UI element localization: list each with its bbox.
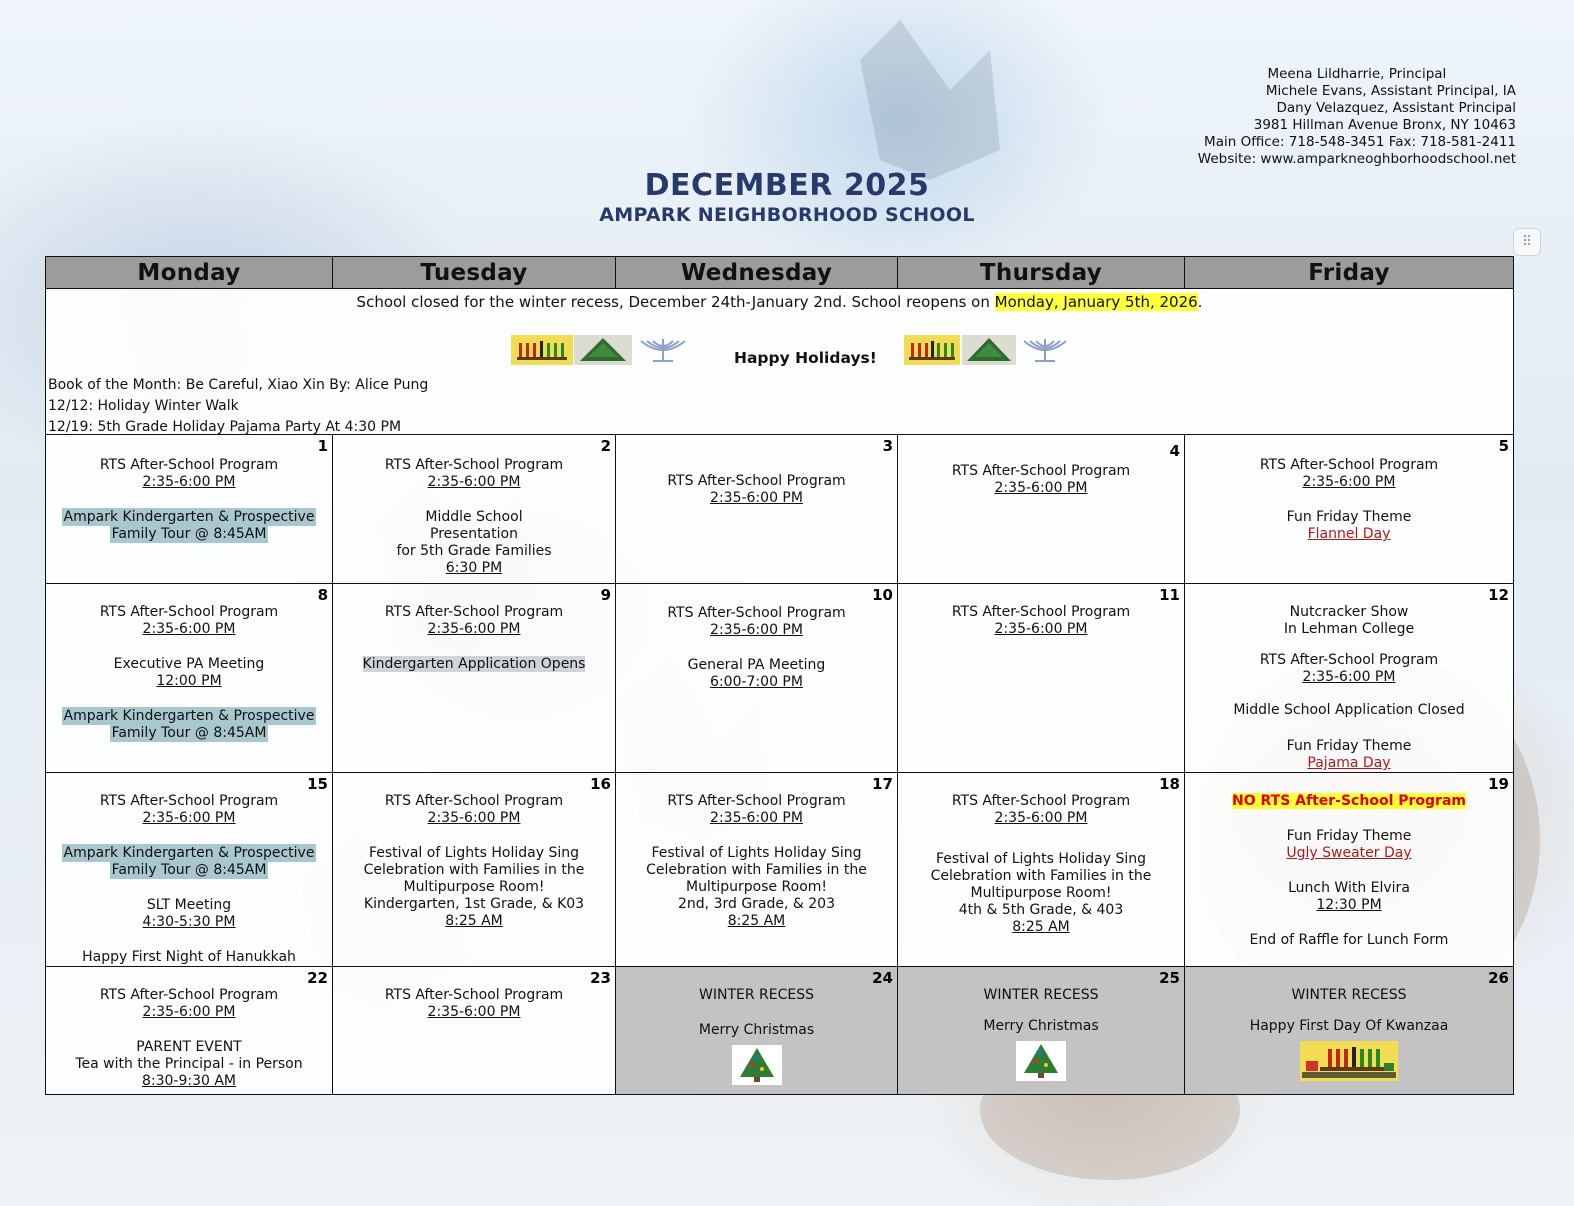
event-kinder-tour-time: Family Tour @ 8:45AM <box>111 725 267 741</box>
day-number: 25 <box>1159 969 1180 987</box>
header-friday: Friday <box>1185 257 1514 289</box>
day-number: 12 <box>1488 586 1509 604</box>
event-rts: RTS After-School Program <box>1259 457 1439 473</box>
event-general-pa: General PA Meeting <box>687 657 826 673</box>
event-time: 6:30 PM <box>445 560 503 576</box>
day-cell-5[interactable] <box>1185 435 1514 584</box>
event-rts: RTS After-School Program <box>951 793 1131 809</box>
day-cell-1[interactable] <box>46 435 333 584</box>
day-cell-12[interactable] <box>1185 584 1514 773</box>
event-kinder-tour: Ampark Kindergarten & Prospective <box>63 509 315 525</box>
day-number: 4 <box>1169 442 1180 460</box>
christmas-tree-icon <box>1016 1041 1066 1081</box>
kinara-icon <box>904 335 960 365</box>
page-title: DECEMBER 2025 <box>644 168 930 203</box>
header-wednesday: Wednesday <box>616 257 898 289</box>
event-no-rts: NO RTS After-School Program <box>1232 793 1466 809</box>
calendar-title-block <box>0 168 1574 228</box>
event-time: 8:30-9:30 AM <box>141 1073 237 1089</box>
week-row <box>46 967 1514 1095</box>
event-rts: RTS After-School Program <box>99 987 279 1003</box>
monthly-notes <box>48 375 428 438</box>
menorah-icon <box>636 335 690 365</box>
event-time: 6:00-7:00 PM <box>710 674 803 690</box>
event-parent: PARENT EVENT <box>136 1039 242 1055</box>
reopen-date: Monday, January 5th, 2026 <box>994 293 1198 311</box>
event-time: 2:35-6:00 PM <box>142 810 236 826</box>
menorah-icon <box>1020 335 1070 365</box>
day-number: 23 <box>590 969 611 987</box>
day-cell-4[interactable] <box>898 435 1185 584</box>
event-time: 2:35-6:00 PM <box>142 1004 236 1020</box>
event-fun-friday-theme[interactable]: Pajama Day <box>1307 755 1391 771</box>
day-number: 18 <box>1159 775 1180 793</box>
day-number: 1 <box>317 437 328 455</box>
day-cell-24[interactable] <box>616 967 898 1095</box>
day-cell-3[interactable] <box>616 435 898 584</box>
event-fun-friday: Fun Friday Theme <box>1286 828 1412 844</box>
week-row <box>46 435 1514 584</box>
day-number: 11 <box>1159 586 1180 604</box>
event-tea-principal: Tea with the Principal - in Person <box>75 1056 303 1072</box>
event-time: 12:00 PM <box>156 673 222 689</box>
event-festival: Festival of Lights Holiday Sing <box>651 845 862 861</box>
day-cell-10[interactable] <box>616 584 898 773</box>
event-fun-friday-theme[interactable]: Ugly Sweater Day <box>1286 845 1412 861</box>
event-festival-2: Celebration with Families in the <box>930 868 1152 884</box>
drag-handle-icon[interactable]: ⠿ <box>1513 228 1541 256</box>
event-rts: RTS After-School Program <box>667 605 846 621</box>
event-time: 8:25 AM <box>1012 919 1070 935</box>
event-raffle: End of Raffle for Lunch Form <box>1249 932 1449 948</box>
event-festival: Festival of Lights Holiday Sing <box>935 851 1146 867</box>
day-cell-8[interactable] <box>46 584 333 773</box>
closure-period: . <box>1197 293 1203 311</box>
event-rts: RTS After-School Program <box>667 793 846 809</box>
day-number: 10 <box>872 586 893 604</box>
event-rts: RTS After-School Program <box>99 457 279 473</box>
event-kwanzaa: Happy First Day Of Kwanzaa <box>1249 1018 1449 1034</box>
week-row <box>46 773 1514 967</box>
event-rts: RTS After-School Program <box>384 457 564 473</box>
event-rts: RTS After-School Program <box>667 473 846 489</box>
header-monday: Monday <box>46 257 333 289</box>
phone-fax: Main Office: 718-548-3451 Fax: 718-581-2411 <box>1204 134 1516 150</box>
announcement-banner <box>46 289 1514 435</box>
event-festival-grades: 4th & 5th Grade, & 403 <box>958 902 1124 918</box>
event-exec-pa: Executive PA Meeting <box>113 656 265 672</box>
day-cell-19[interactable] <box>1185 773 1514 967</box>
event-ms-presentation: Middle School <box>425 509 523 525</box>
event-time: 2:35-6:00 PM <box>1302 474 1396 490</box>
closure-text: School closed for the winter recess, December 24th-January 2nd. School reopens on <box>356 293 995 311</box>
assistant-principal-1: Michele Evans, Assistant Principal, IA <box>1265 83 1516 99</box>
event-festival-2: Celebration with Families in the <box>363 862 585 878</box>
note-pajama-party: 12/19: 5th Grade Holiday Pajama Party At 4:30 PM <box>48 419 402 435</box>
event-kinder-tour: Ampark Kindergarten & Prospective <box>63 845 315 861</box>
event-rts: RTS After-School Program <box>1259 652 1439 668</box>
event-rts: RTS After-School Program <box>384 793 564 809</box>
day-cell-23[interactable] <box>333 967 616 1095</box>
event-slt-meeting: SLT Meeting <box>146 897 232 913</box>
day-cell-17[interactable] <box>616 773 898 967</box>
christmas-tree-icon <box>574 335 632 365</box>
event-time: 2:35-6:00 PM <box>427 1004 521 1020</box>
event-time: 2:35-6:00 PM <box>427 621 521 637</box>
event-time: 8:25 AM <box>727 913 786 929</box>
event-time: 2:35-6:00 PM <box>994 810 1088 826</box>
event-fun-friday: Fun Friday Theme <box>1286 738 1412 754</box>
event-rts: RTS After-School Program <box>951 604 1131 620</box>
day-number: 9 <box>600 586 611 604</box>
day-number: 22 <box>307 969 328 987</box>
event-merry-christmas: Merry Christmas <box>983 1018 1099 1034</box>
day-number: 16 <box>590 775 611 793</box>
event-winter-recess: WINTER RECESS <box>1291 987 1407 1003</box>
event-time: 2:35-6:00 PM <box>427 474 521 490</box>
event-kinder-tour-time: Family Tour @ 8:45AM <box>111 862 267 878</box>
day-number: 24 <box>872 969 893 987</box>
event-time: 2:35-6:00 PM <box>1302 669 1396 685</box>
event-winter-recess: WINTER RECESS <box>983 987 1099 1003</box>
website[interactable]: Website: www.amparkneoghborhoodschool.net <box>1197 151 1516 167</box>
event-rts: RTS After-School Program <box>99 604 279 620</box>
calendar-grid <box>45 256 1514 1095</box>
event-time: 2:35-6:00 PM <box>994 621 1088 637</box>
day-cell-26[interactable] <box>1185 967 1514 1095</box>
header-tuesday: Tuesday <box>333 257 616 289</box>
day-number: 8 <box>317 586 328 604</box>
event-kinder-application: Kindergarten Application Opens <box>362 656 586 672</box>
header-thursday: Thursday <box>898 257 1185 289</box>
day-cell-9[interactable] <box>333 584 616 773</box>
book-of-the-month: Book of the Month: Be Careful, Xiao Xin By: Alice Pung <box>48 377 429 393</box>
happy-holidays-text: Happy Holidays! <box>734 349 877 367</box>
event-festival-2: Celebration with Families in the <box>646 862 867 878</box>
assistant-principal-2: Dany Velazquez, Assistant Principal <box>1276 100 1516 116</box>
event-time: 8:25 AM <box>445 913 503 929</box>
day-cell-18[interactable] <box>898 773 1185 967</box>
event-festival-3: Multipurpose Room! <box>970 885 1112 901</box>
event-time: 4:30-5:30 PM <box>142 914 236 930</box>
event-time: 2:35-6:00 PM <box>710 490 803 506</box>
day-number: 19 <box>1488 775 1509 793</box>
day-number: 5 <box>1498 437 1509 455</box>
event-time: 2:35-6:00 PM <box>710 810 803 826</box>
event-festival-grades: 2nd, 3rd Grade, & 203 <box>678 896 835 912</box>
event-time: 2:35-6:00 PM <box>710 622 803 638</box>
event-fun-friday-theme[interactable]: Flannel Day <box>1307 526 1391 542</box>
day-cell-2[interactable] <box>333 435 616 584</box>
day-cell-22[interactable] <box>46 967 333 1095</box>
event-time: 12:30 PM <box>1316 897 1382 913</box>
event-time: 2:35-6:00 PM <box>427 810 521 826</box>
day-cell-25[interactable] <box>898 967 1185 1095</box>
event-nutcracker-location: In Lehman College <box>1283 621 1415 637</box>
event-time: 2:35-6:00 PM <box>142 474 236 490</box>
school-address: 3981 Hillman Avenue Bronx, NY 10463 <box>1253 117 1516 133</box>
kwanzaa-kinara-icon <box>1300 1041 1398 1081</box>
event-rts: RTS After-School Program <box>384 987 564 1003</box>
event-rts: RTS After-School Program <box>384 604 564 620</box>
event-ms-presentation-2: Presentation <box>430 526 518 542</box>
day-cell-15[interactable] <box>46 773 333 967</box>
holiday-icons-row <box>46 335 1513 371</box>
event-ms-application-closed: Middle School Application Closed <box>1233 702 1465 718</box>
day-cell-11[interactable] <box>898 584 1185 773</box>
principal-name: Meena Lildharrie, Principal <box>1267 66 1447 82</box>
event-nutcracker: Nutcracker Show <box>1289 604 1409 620</box>
event-time: 2:35-6:00 PM <box>994 480 1088 496</box>
event-rts: RTS After-School Program <box>99 793 279 809</box>
event-winter-recess: WINTER RECESS <box>699 987 814 1003</box>
school-contact-info <box>1198 66 1516 168</box>
event-kinder-tour: Ampark Kindergarten & Prospective <box>63 708 315 724</box>
day-number: 15 <box>307 775 328 793</box>
day-number: 26 <box>1488 969 1509 987</box>
event-merry-christmas: Merry Christmas <box>698 1022 815 1038</box>
christmas-tree-icon <box>732 1045 782 1085</box>
event-lunch: Lunch With Elvira <box>1288 880 1410 896</box>
day-number: 2 <box>600 437 611 455</box>
christmas-tree-icon <box>962 335 1016 365</box>
day-number: 3 <box>882 437 893 455</box>
event-kinder-tour-time: Family Tour @ 8:45AM <box>111 526 267 542</box>
winter-recess-notice <box>46 293 1513 311</box>
event-fun-friday: Fun Friday Theme <box>1286 509 1412 525</box>
event-rts: RTS After-School Program <box>951 463 1131 479</box>
event-time: 2:35-6:00 PM <box>142 621 236 637</box>
school-name: AMPARK NEIGHBORHOOD SCHOOL <box>599 204 975 226</box>
weekday-header-row <box>46 257 1514 289</box>
event-hanukkah: Happy First Night of Hanukkah <box>82 949 296 965</box>
event-ms-presentation-3: for 5th Grade Families <box>396 543 552 559</box>
kinara-icon <box>511 335 573 365</box>
event-festival-3: Multipurpose Room! <box>403 879 545 895</box>
day-cell-16[interactable] <box>333 773 616 967</box>
event-festival-3: Multipurpose Room! <box>685 879 828 895</box>
week-row <box>46 584 1514 773</box>
event-festival: Festival of Lights Holiday Sing <box>368 845 579 861</box>
day-number: 17 <box>872 775 893 793</box>
note-winter-walk: 12/12: Holiday Winter Walk <box>48 398 239 414</box>
event-festival-grades: Kindergarten, 1st Grade, & K03 <box>363 896 585 912</box>
